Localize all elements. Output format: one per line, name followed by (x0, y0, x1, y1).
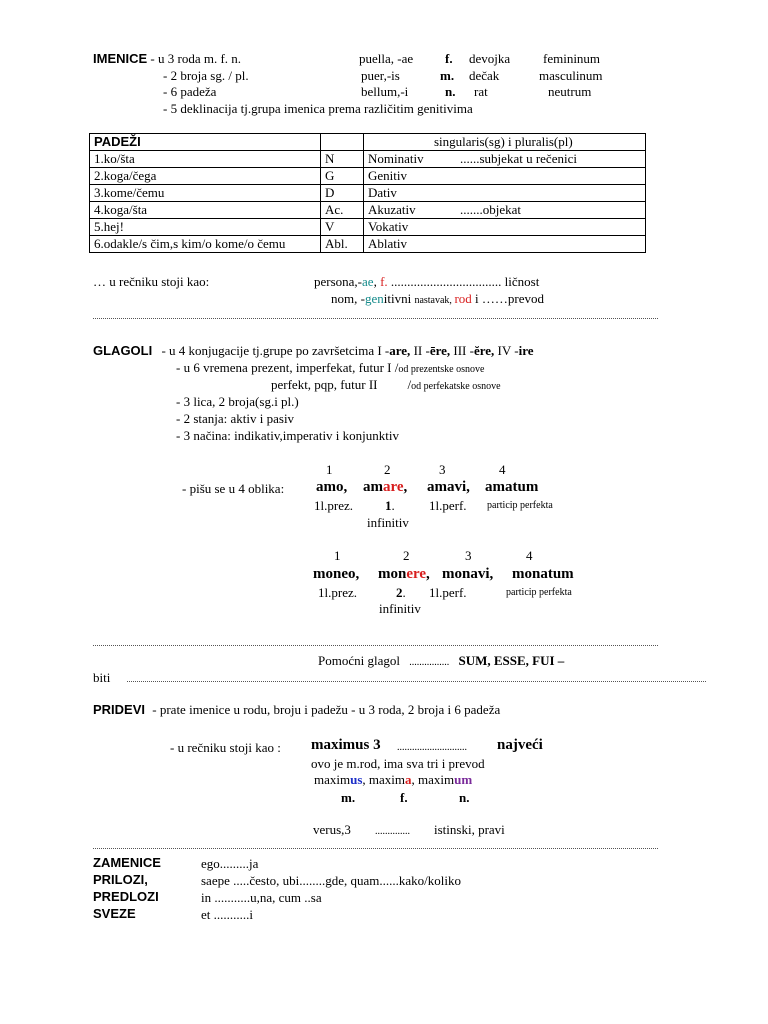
pridevi-line-1 (93, 702, 500, 718)
form-stem: am (363, 479, 383, 495)
table-row (90, 185, 646, 202)
imenice-line-1: - u 3 roda m. f. n. (150, 51, 242, 66)
pridevi-dict-label: - u rečniku stoji kao : (170, 740, 281, 755)
case-abbr: Abl. (321, 236, 364, 253)
auxiliary-label: Pomoćni glagol (318, 653, 400, 668)
ending-ere-short: ĕre, (473, 343, 495, 358)
case-note: ......subjekat u rečenici (460, 151, 577, 166)
form-amavi: amavi, (427, 479, 470, 495)
table-row (90, 168, 646, 185)
imenice-line-2: - 2 broja sg. / pl. (163, 68, 249, 83)
adjective-forms (314, 772, 472, 788)
case-name-cell (364, 202, 646, 219)
glagoli-line-1 (93, 343, 534, 359)
table-header-row (90, 134, 646, 151)
gender-f: f. (400, 790, 408, 805)
glagoli-line-4: - 3 lica, 2 broja(sg.i pl.) (176, 394, 299, 409)
dict-gender: f. (380, 274, 388, 289)
table-header-cell: singularis(sg) i pluralis(pl) (364, 134, 646, 151)
glagoli-l2b: od prezentske osnove (398, 364, 485, 375)
example-translation: dečak (469, 68, 500, 83)
ending-neut: um (454, 772, 473, 787)
form-monatum: monatum (512, 566, 574, 582)
label-infinitiv: infinitiv (379, 601, 421, 616)
case-name: Genitiv (368, 168, 407, 183)
table-header-cell (321, 134, 364, 151)
ending-ire: ire (518, 343, 534, 358)
pridevi-title: PRIDEVI (93, 702, 146, 717)
label-particip: particip perfekta (506, 587, 572, 598)
zamenice-text: ego.........ja (201, 856, 259, 871)
legend-gen: gen (364, 291, 384, 306)
glagoli-l3b: / (407, 377, 412, 392)
pridevi-desc: - prate imenice u rodu, broju i padežu - u 3 roda, 2 broja i 6 padeža (152, 702, 501, 717)
label-perf: 1l.perf. (429, 498, 467, 513)
separator (93, 645, 658, 646)
glagoli-l1a: - u 4 konjugacije tj.grupe po završetcima I - (161, 343, 390, 358)
verus-translation: istinski, pravi (434, 822, 505, 837)
ending-ere-long: ēre, (429, 343, 451, 358)
glagoli-line-3 (271, 377, 501, 393)
auxiliary-forms: SUM, ESSE, FUI – (458, 653, 565, 668)
sveze-title: SVEZE (93, 906, 136, 921)
table-row (90, 219, 646, 236)
glagoli-l1c: II - (410, 343, 430, 358)
case-question: 3.kome/čemu (90, 185, 321, 202)
glagoli-l1e: III - (450, 343, 474, 358)
case-question: 1.ko/šta (90, 151, 321, 168)
glagoli-l3a: perfekt, pqp, futur II (271, 377, 378, 392)
glagoli-line-6: - 3 načina: indikativ,imperativ i konjunktiv (176, 428, 399, 443)
gender-n: n. (459, 790, 470, 805)
label-dot: . (391, 498, 395, 513)
imenice-line-4: - 5 deklinacija tj.grupa imenica prema različitim genitivima (163, 101, 473, 116)
dictionary-legend (331, 291, 544, 307)
separator (127, 681, 706, 682)
sveze-text: et ...........i (201, 907, 253, 922)
label-dot: . (402, 585, 406, 600)
form-number: 3 (465, 548, 472, 563)
dict-genitive-ending: ae (362, 274, 374, 289)
case-name-cell (364, 219, 646, 236)
glagoli-l1g: IV - (494, 343, 519, 358)
form-amo: amo, (316, 479, 348, 495)
glagoli-l3c: od perfekatske osnove (411, 381, 501, 392)
zamenice-title: ZAMENICE (93, 855, 161, 870)
dictionary-intro: … u rečniku stoji kao: (93, 274, 210, 289)
case-abbr: G (321, 168, 364, 185)
form-amare (363, 479, 407, 496)
label-prez: 1l.prez. (318, 585, 357, 600)
form-ending: ere (406, 566, 427, 582)
case-name: Akuzativ (368, 202, 416, 217)
adjective-translation: najveći (497, 737, 543, 753)
glagoli-l2a: - u 6 vremena prezent, imperfekat, futur I / (176, 360, 399, 375)
glagoli-line-2 (176, 360, 484, 376)
case-note: .......objekat (460, 202, 522, 217)
imenice-title: IMENICE (93, 51, 148, 66)
case-name-cell (364, 151, 646, 168)
form-number: 1 (326, 462, 333, 477)
form-stem: maxim (314, 772, 351, 787)
form-moneo: moneo, (313, 566, 360, 582)
table-row (90, 151, 646, 168)
imenice-block (93, 51, 241, 67)
prilozi-title: PRILOZI, (93, 872, 148, 887)
label-prez: 1l.prez. (314, 498, 353, 513)
glagoli-line-5: - 2 stanja: aktiv i pasiv (176, 411, 295, 426)
adjective-maximus: maximus 3 (311, 737, 381, 753)
case-name-cell (364, 168, 646, 185)
glagoli-title: GLAGOLI (93, 343, 153, 358)
legend-prevod: i ……prevod (471, 291, 544, 306)
form-number: 4 (526, 548, 533, 563)
case-name-cell (364, 185, 646, 202)
legend-rod: rod (454, 291, 472, 306)
form-ending: are (383, 479, 404, 495)
label-particip: particip perfekta (487, 500, 553, 511)
case-question: 6.odakle/s čim,s kim/o kome/o čemu (90, 236, 321, 253)
example-latin: masculinum (539, 68, 603, 83)
auxiliary-verb (318, 653, 564, 669)
label-perf: 1l.perf. (429, 585, 467, 600)
auxiliary-dots: ................ (409, 657, 450, 668)
form-stem: mon (378, 566, 407, 582)
predlozi-text: in ...........u,na, cum ..sa (201, 890, 322, 905)
case-question: 2.koga/čega (90, 168, 321, 185)
legend-nom: nom, - (331, 291, 365, 306)
ending-masc: us (350, 772, 363, 787)
case-name: Ablativ (368, 236, 407, 251)
form-stem: , maxim (411, 772, 455, 787)
case-name-cell (364, 236, 646, 253)
example-latin: femininum (543, 51, 601, 66)
example-word: puer,-is (361, 68, 400, 83)
ending-are: are, (389, 343, 411, 358)
case-name: Vokativ (368, 219, 409, 234)
imenice-line-3: - 6 padeža (163, 84, 217, 99)
case-name: Nominativ (368, 151, 424, 166)
table-header-cell: PADEŽI (90, 134, 321, 151)
form-number: 3 (439, 462, 446, 477)
case-question: 5.hej! (90, 219, 321, 236)
gender-m: m. (341, 790, 356, 805)
verus-dots: .............. (375, 826, 410, 837)
table-row (90, 236, 646, 253)
form-amatum: amatum (485, 479, 539, 495)
dict-translation: .................................. ličnost (387, 274, 540, 289)
case-abbr: N (321, 151, 364, 168)
separator (93, 848, 658, 849)
example-translation: rat (474, 84, 488, 99)
dict-sep: , (373, 274, 381, 289)
legend-itivni: itivni (383, 291, 415, 306)
separator (93, 318, 658, 319)
case-question: 4.koga/šta (90, 202, 321, 219)
form-stem: , maxim (362, 772, 406, 787)
ending-fem: a (405, 772, 412, 787)
case-abbr: Ac. (321, 202, 364, 219)
auxiliary-translation: biti (93, 670, 111, 685)
legend-nastavak: nastavak, (414, 295, 455, 306)
example-word: bellum,-i (361, 84, 409, 99)
cases-table (89, 133, 646, 253)
label-one (385, 498, 395, 514)
adjective-verus: verus,3 (313, 822, 351, 837)
table-row (90, 202, 646, 219)
form-number: 2 (403, 548, 410, 563)
example-latin: neutrum (548, 84, 592, 99)
form-number: 2 (384, 462, 391, 477)
dict-word: persona,- (314, 274, 363, 289)
case-abbr: D (321, 185, 364, 202)
label-two (396, 585, 406, 601)
example-translation: devojka (469, 51, 511, 66)
four-forms-label: - pišu se u 4 oblika: (182, 481, 285, 496)
adjective-dots: ............................ (397, 742, 467, 753)
adjective-note: ovo je m.rod, ima sva tri i prevod (311, 756, 485, 771)
dictionary-example (314, 274, 539, 290)
label-two-num: 2 (396, 585, 403, 600)
form-number: 4 (499, 462, 506, 477)
prilozi-text: saepe .....često, ubi........gde, quam......kako/koliko (201, 873, 461, 888)
label-infinitiv: infinitiv (367, 515, 409, 530)
example-gender: f. (445, 51, 453, 66)
example-gender: m. (440, 68, 455, 83)
label-one-num: 1 (385, 498, 392, 513)
example-word: puella, -ae (359, 51, 414, 66)
form-monavi: monavi, (442, 566, 494, 582)
form-comma: , (426, 566, 430, 582)
case-name: Dativ (368, 185, 397, 200)
form-number: 1 (334, 548, 341, 563)
predlozi-title: PREDLOZI (93, 889, 159, 904)
example-gender: n. (445, 84, 456, 99)
form-comma: , (403, 479, 408, 495)
form-monere (378, 566, 430, 583)
case-abbr: V (321, 219, 364, 236)
